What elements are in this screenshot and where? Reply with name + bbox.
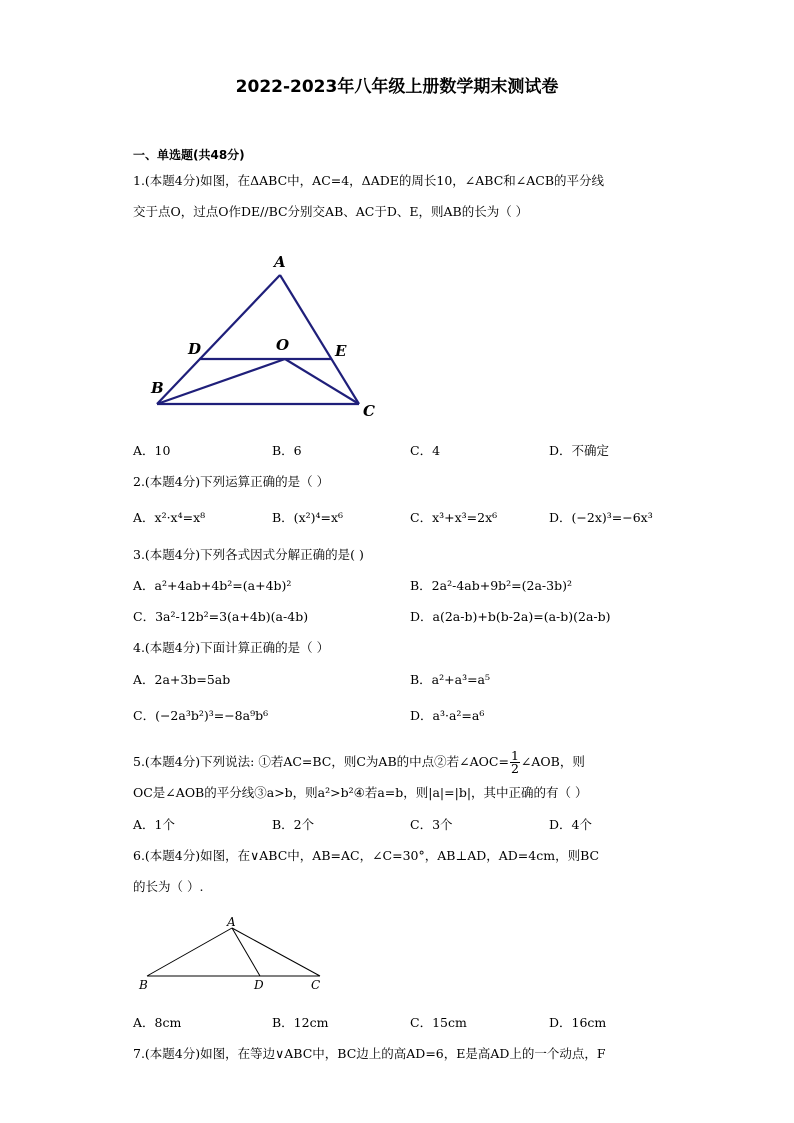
q5-fraction-denominator: 2 xyxy=(510,761,519,776)
label-b: B xyxy=(139,978,148,992)
label-o: O xyxy=(276,336,290,354)
q1-option-d[interactable]: D．不确定 xyxy=(549,443,610,458)
q2-option-b[interactable]: B．(x²)⁴=x⁶ xyxy=(272,510,344,525)
q6-option-b[interactable]: B．12cm xyxy=(272,1015,329,1030)
question-6-line-1: 6.(本题4分)如图，在∨ABC中，AB=AC，∠C=30°，AB⊥AD，AD=4cm，则BC xyxy=(133,848,600,863)
segment-ac xyxy=(280,275,359,404)
label-a: A xyxy=(227,915,236,929)
question-5-line-2: OC是∠AOB的平分线③a>b，则a²>b²④若a=b，则|a|=|b|，其中正确的有（ ） xyxy=(133,785,588,800)
question-5-line-1 xyxy=(133,750,585,775)
label-d: D xyxy=(254,978,264,992)
q3-option-a[interactable]: A．a²+4ab+4b²=(a+4b)² xyxy=(133,578,292,593)
q5-fraction-numerator: 1 xyxy=(510,748,519,763)
q2-option-a[interactable]: A．x²·x⁴=x⁸ xyxy=(133,510,206,525)
segment-ab xyxy=(147,928,232,976)
question-2-line-1: 2.(本题4分)下列运算正确的是（ ） xyxy=(133,474,330,489)
q6-option-a[interactable]: A．8cm xyxy=(133,1015,182,1030)
section-heading: 一、单选题(共48分) xyxy=(133,148,245,162)
label-b: B xyxy=(151,379,164,397)
page-title: 2022-2023年八年级上册数学期末测试卷 xyxy=(235,77,559,97)
q6-option-d[interactable]: D．16cm xyxy=(549,1015,607,1030)
q1-option-a[interactable]: A．10 xyxy=(133,443,171,458)
q4-option-d[interactable]: D．a³·a²=a⁶ xyxy=(410,708,485,723)
q3-option-c[interactable]: C．3a²-12b²=3(a+4b)(a-4b) xyxy=(133,609,309,624)
q5-text-b: ∠AOB，则 xyxy=(520,754,585,769)
q1-option-c[interactable]: C．4 xyxy=(410,443,441,458)
q5-text-a: 5.(本题4分)下列说法: ①若AC=BC，则C为AB的中点②若∠AOC= xyxy=(133,754,509,769)
q4-option-c[interactable]: C．(−2a³b²)³=−8a⁹b⁶ xyxy=(133,708,269,723)
label-c: C xyxy=(311,978,321,992)
question-1-line-2: 交于点O，过点O作DE//BC分别交AB、AC于D、E，则AB的长为（ ） xyxy=(133,204,529,219)
segment-bo xyxy=(157,359,285,404)
question-7-line-1: 7.(本题4分)如图，在等边∨ABC中，BC边上的高AD=6，E是高AD上的一个动点，F xyxy=(133,1046,606,1061)
q6-option-c[interactable]: C．15cm xyxy=(410,1015,467,1030)
q4-option-b[interactable]: B．a²+a³=a⁵ xyxy=(410,672,491,687)
q5-option-a[interactable]: A．1个 xyxy=(133,817,175,832)
q3-option-d[interactable]: D．a(2a-b)+b(b-2a)=(a-b)(2a-b) xyxy=(410,609,611,624)
question-4-line-1: 4.(本题4分)下面计算正确的是（ ） xyxy=(133,640,330,655)
q5-fraction xyxy=(510,750,520,775)
label-a: A xyxy=(274,253,286,271)
q4-option-a[interactable]: A．2a+3b=5ab xyxy=(133,672,231,687)
question-6-figure xyxy=(133,912,333,996)
q5-option-b[interactable]: B．2个 xyxy=(272,817,315,832)
segment-ac xyxy=(232,928,320,976)
question-3-line-1: 3.(本题4分)下列各式因式分解正确的是( ) xyxy=(133,547,364,562)
q2-option-c[interactable]: C．x³+x³=2x⁶ xyxy=(410,510,498,525)
label-d: D xyxy=(188,340,202,358)
label-e: E xyxy=(335,342,347,360)
q3-option-b[interactable]: B．2a²-4ab+9b²=(2a-3b)² xyxy=(410,578,572,593)
q1-option-b[interactable]: B．6 xyxy=(272,443,302,458)
label-c: C xyxy=(363,402,375,420)
question-6-line-2: 的长为（ ）. xyxy=(133,879,204,894)
segment-ab xyxy=(157,275,280,404)
q5-option-d[interactable]: D．4个 xyxy=(549,817,592,832)
question-1-figure xyxy=(140,248,390,428)
q5-option-c[interactable]: C．3个 xyxy=(410,817,453,832)
segment-co xyxy=(285,359,359,404)
question-1-line-1: 1.(本题4分)如图，在ΔABC中，AC=4，ΔADE的周长10，∠ABC和∠ACB的平分线 xyxy=(133,173,605,188)
q2-option-d[interactable]: D．(−2x)³=−6x³ xyxy=(549,510,653,525)
